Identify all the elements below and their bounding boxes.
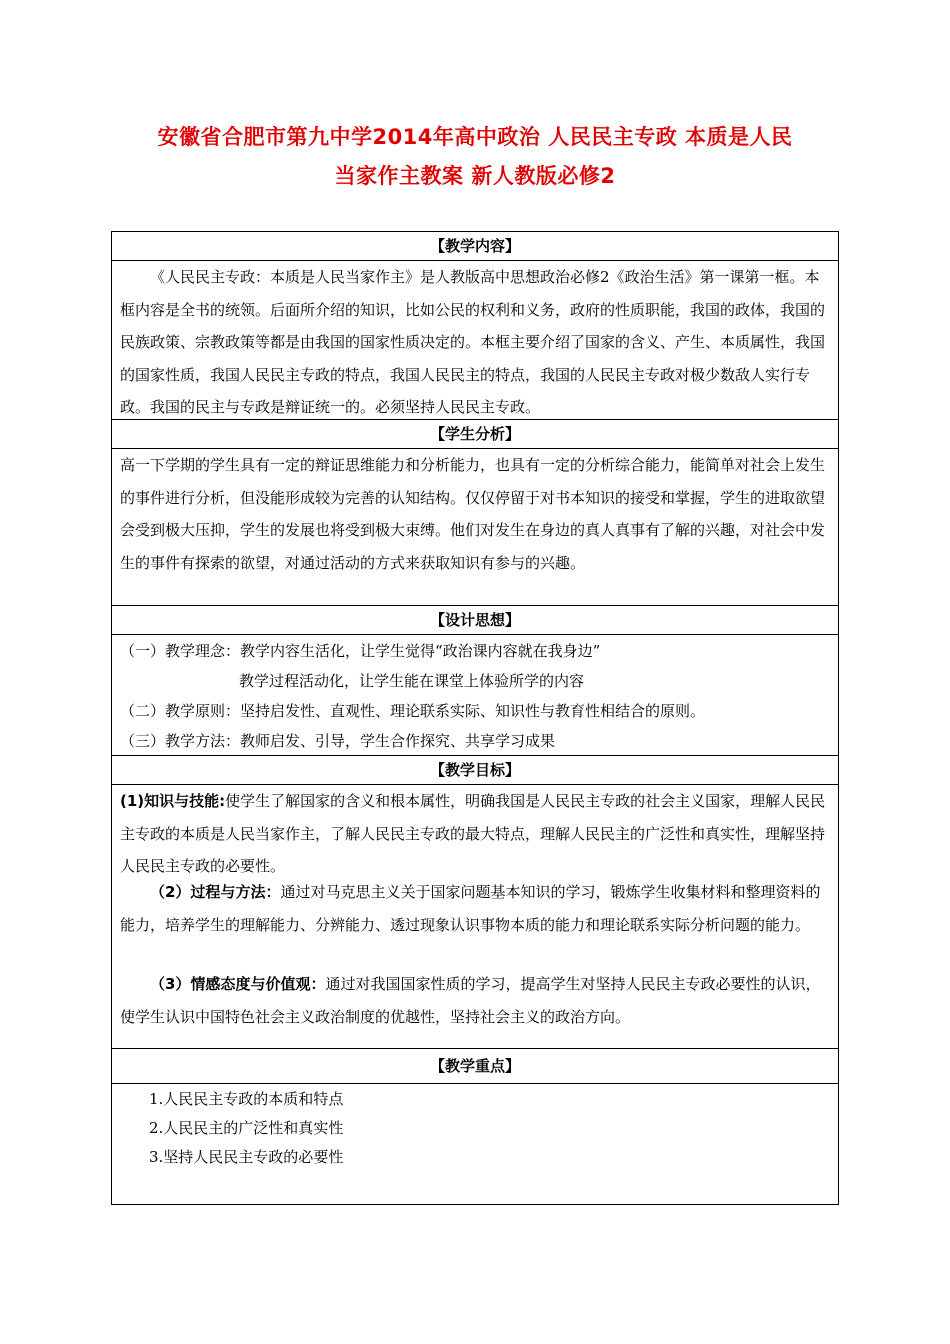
section-body-teaching-content	[111, 260, 839, 420]
goal-values-text: 通过对我国国家性质的学习，提高学生对坚持人民民主专政必要性的认识，使学生认识中国特色社会主义政治制度的优越性，坚持社会主义的政治方向。	[120, 975, 821, 1026]
goal-knowledge	[120, 785, 832, 883]
key-point-item: 3.坚持人民民主专政的必要性	[149, 1148, 344, 1166]
section-body-student-analysis	[111, 448, 839, 606]
section-header-key-points: 【教学重点】	[111, 1048, 839, 1084]
key-point-item: 2.人民民主的广泛性和真实性	[149, 1119, 344, 1137]
goal-process-label: （2）过程与方法：	[150, 883, 281, 901]
goal-knowledge-text: 使学生了解国家的含义和根本属性，明确我国是人民民主专政的社会主义国家，理解人民民主专政的本质是人民当家作主，了解人民民主专政的最大特点，理解人民民主的广泛性和真实性，理解坚持人民民主专政的必要性。	[120, 792, 826, 875]
section-header-design-idea: 【设计思想】	[111, 605, 839, 635]
teaching-content-text: 《人民民主专政：本质是人民当家作主》是人教版高中思想政治必修2《政治生活》第一课第一框。本框内容是全书的统领。后面所介绍的知识，比如公民的权利和义务，政府的性质职能，我国的政体，我国的民族政策、宗教政策等都是由我国的国家性质决定的。本框主要介绍了国家的含义、产生、本质属性，我国的国家性质，我国人民民主专政的特点，我国人民民主的特点，我国的人民民主专政对极少数敌人实行专政。我国的民主与专政是辩证统一的。必须坚持人民民主专政。	[120, 268, 826, 416]
section-header-teaching-goals: 【教学目标】	[111, 755, 839, 785]
design-line: （二）教学原则：坚持启发性、直观性、理论联系实际、知识性与教育性相结合的原则。	[120, 702, 706, 720]
section-header-teaching-content: 【教学内容】	[111, 231, 839, 261]
goal-knowledge-label: (1)知识与技能:	[120, 792, 226, 810]
goal-values-label: （3）情感态度与价值观：	[150, 975, 326, 993]
design-line: 教学过程活动化，让学生能在课堂上体验所学的内容	[239, 672, 585, 690]
design-line: （一）教学理念：教学内容生活化，让学生觉得“政治课内容就在我身边”	[120, 642, 601, 660]
section-body-key-points	[111, 1083, 839, 1205]
section-header-student-analysis: 【学生分析】	[111, 419, 839, 449]
design-line: （三）教学方法：教师启发、引导，学生合作探究、共享学习成果	[120, 732, 556, 750]
goal-values	[120, 968, 832, 1033]
goal-process-text: 通过对马克思主义关于国家问题基本知识的学习，锻炼学生收集材料和整理资料的能力，培养学生的理解能力、分辨能力、透过现象认识事物本质的能力和理论联系实际分析问题的能力。	[120, 883, 821, 934]
section-body-design-idea	[111, 634, 839, 756]
key-point-item: 1.人民民主专政的本质和特点	[149, 1090, 344, 1108]
document-title-line-2: 当家作主教案 新人教版必修2	[334, 164, 616, 188]
section-body-teaching-goals	[111, 784, 839, 1049]
goal-process	[120, 876, 832, 941]
document-title-line-1: 安徽省合肥市第九中学2014年高中政治 人民民主专政 本质是人民	[157, 125, 793, 149]
student-analysis-text: 高一下学期的学生具有一定的辩证思维能力和分析能力，也具有一定的分析综合能力，能简单对社会上发生的事件进行分析，但没能形成较为完善的认知结构。仅仅停留于对书本知识的接受和掌握，学生的进取欲望会受到极大压抑，学生的发展也将受到极大束缚。他们对发生在身边的真人真事有了解的兴趣，对社会中发生的事件有探索的欲望，对通过活动的方式来获取知识有参与的兴趣。	[120, 456, 826, 572]
